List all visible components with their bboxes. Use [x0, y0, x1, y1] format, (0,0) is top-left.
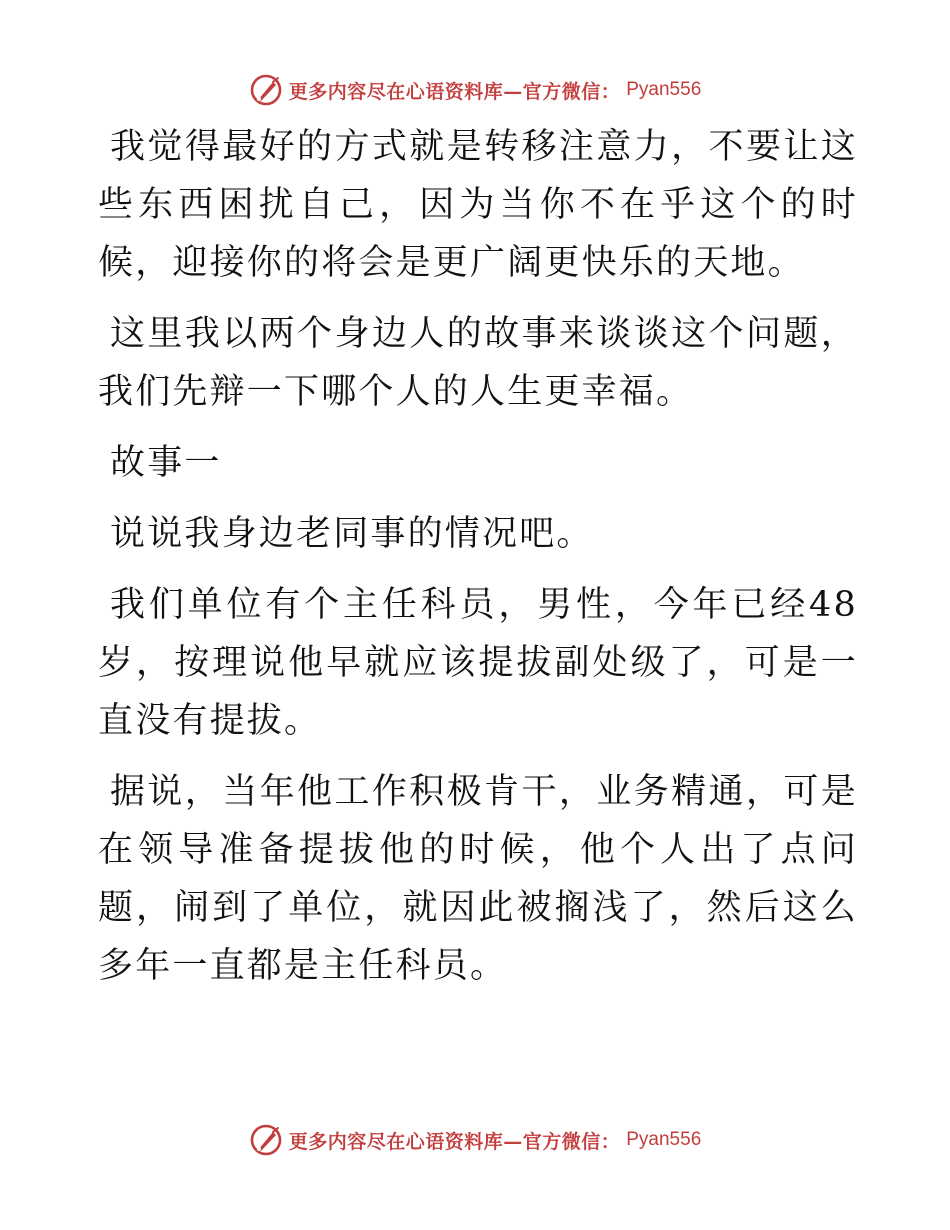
paragraph-3: 说说我身边老同事的情况吧。 [110, 514, 594, 554]
paragraph-5: 据说，当年他工作积极肯干，业务精通，可是在领导准备提拔他的时候，他个人出了点问题，闹到了单位，就因此被搁浅了，然后这么多年一直都是主任科员。 [98, 772, 858, 986]
footer-banner-text: 更多内容尽在心语资料库—官方微信： [288, 1130, 621, 1153]
quill-pen-icon [249, 1123, 283, 1157]
document-body [98, 118, 858, 1008]
header-banner [0, 70, 950, 110]
quill-pen-icon [249, 73, 283, 107]
footer-banner [0, 1120, 950, 1160]
section-heading: 故事一 [110, 443, 222, 483]
paragraph-4: 我们单位有个主任科员，男性，今年已经48岁，按理说他早就应该提拔副处级了，可是一直没有提拔。 [98, 585, 858, 741]
header-banner-id: Pyan556 [626, 79, 702, 100]
paragraph-1: 我觉得最好的方式就是转移注意力，不要让这些东西困扰自己，因为当你不在乎这个的时候，迎接你的将会是更广阔更快乐的天地。 [98, 127, 858, 283]
header-banner-text: 更多内容尽在心语资料库—官方微信： [288, 80, 621, 103]
paragraph-2: 这里我以两个身边人的故事来谈谈这个问题，我们先辩一下哪个人的人生更幸福。 [98, 314, 858, 412]
footer-banner-id: Pyan556 [626, 1129, 702, 1150]
